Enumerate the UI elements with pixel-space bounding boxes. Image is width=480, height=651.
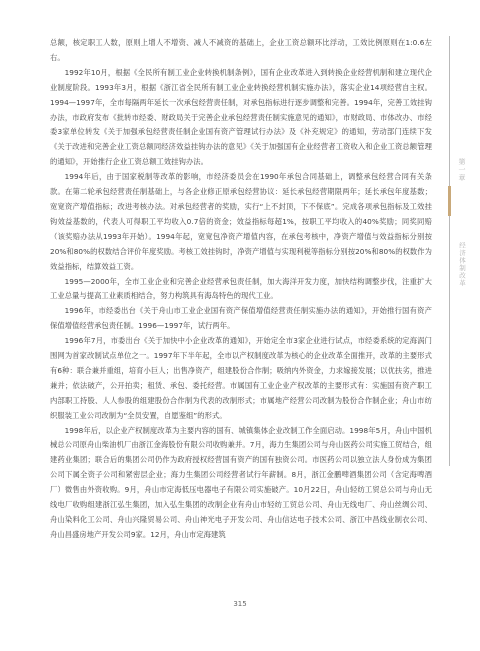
document-body xyxy=(50,36,432,543)
paragraph-4: 1995—2000年，全市工业企业和完善企业经营承包责任制，加大海洋开发力度，加快结构调整步伐，注重扩大工业总量与提高工业素质相结合，努力构筑具有海岛特色的现代工业。 xyxy=(50,276,432,301)
paragraph-3: 1994年后，由于国家税制等改革的影响，市经济委员会在1990年承包合同基础上，调整承包经营合同有关条款。在第二轮承包经营责任制基础上，与各企业修正原承包经营协议：延长承包经营期限两年；延长承包年度基数；宽宽资产增值指标；改进考核办法。对承包经营者的奖励，实行“上不封顶，下不保底”。完成各项承包指标及工效挂钩效益基数的，代表人可得职工平均收入0.7倍的资金；效益指标每超1%，按职工平均收入的40%奖励；同奖同赔（该奖赔办法从1993年开始）。1994年起，宽宽包净资产增值内容，在承包考核中，净资产增值与效益指标分别按20%和80%的权数结合评价年度奖励。考核工效挂钩时，净资产增值与实现利税等指标分别按20%和80%的权数作为效益指标，结算效益工资。 xyxy=(50,172,432,271)
sidebar-section-label: 经济体制改革 xyxy=(458,242,466,287)
page-number: 315 xyxy=(233,600,247,608)
paragraph-5: 1996年，市经委出台《关于舟山市工业企业国有资产保值增值经营责任制实施办法的通知》，开始推行国有资产保值增值经营承包责任制。1996—1997年，试行两年。 xyxy=(50,306,432,331)
sidebar-chapter-label: 第一章 xyxy=(458,158,466,182)
paragraph-1: 总额，核定职工人数，原则上增人不增资、减人不减资的基础上，企业工资总额环比浮动，工效比例原则在1:0.6左右。 xyxy=(50,38,432,62)
paragraph-6: 1996年7月，市委出台《关于加快中小企业改革的通知》，开始定全市3家企业进行试点，市经委系统的定海涡门围网为首家改制试点单位之一。1997年下半年起，全市以产权制度改革为核心的企业改革全面推开，改革的主要形式有6种：联合兼并重组，培育小巨人；出售净资产，组建股份合作制；吸纳内外资金，力求嫁接发展；以优扶劣，推进兼并；依法破产，公开拍卖；租赁、承包、委托经营。市属国有工业企业产权改革的主要形式有：实施国有资产职工内部职工持股、人人参股的组建股份合作制为代表的改制形式；市属地产经营公司改制为股份合作制企业；舟山市纺织服装工业公司改制为“全员安置，自愿鉴组”的形式。 xyxy=(50,336,432,420)
paragraph-2: 1992年10月，根据《全民所有制工业企业转换机制条例》，国有企业改革进入到转换企业经营机制和建立现代企业制度阶段。1993年3月，根据《浙江省全民所有制工业企业转换经营机制实施办法》，落实企业14项经营自主权。1994—1997年，全市每隔两年延长一次承包经营责任制，对承包指标进行逐步调整和完善。1994年，完善工效挂钩办法，市政府发布《批转市经委、财政局关于完善企业承包经营责任制实施意见的通知》，市财政局、市体改办、市经委3家单位转发《关于加强承包经营责任制企业国有资产管理试行办法》及《补充规定》的通知，劳动部门连续下发《关于改进和完善企业工资总额同经济效益挂钩办法的意见》《关于加强国有企业经营者工资收入和企业工资总额管理的通知》，开始推行企业工资总额工效挂钩办法。 xyxy=(50,67,432,167)
sidebar-divider xyxy=(449,36,450,466)
sidebar-accent-mark xyxy=(448,186,451,216)
paragraph-7: 1998年后，以企业产权制度改革为主要内容的国有、城镇集体企业改制工作全面启动。1998年5月，舟山中国机械总公司原舟山柴油机厂由浙江金海股份有限公司收购兼并。7月，海力生集团公司与舟山医药公司实施工贸结合，组建药业集团；联合后的集团公司仍作为政府授权经营国有资产的国有独资公司。市医药公司以独立法人身份成为集团公司下属全资子公司和紧密层企业；海力生集团公司经营者试行年薪制。8月，浙江金鹏啤酒集团公司（含定海啤酒厂）微售由外资收购。9月，舟山市定海低压电器电子有限公司实施破产。10月22日，舟山轻纺工贸总公司与舟山无线电厂收购组建浙江弘生集团，加入弘生集团的改制企业有舟山市轻纺工贸总公司、舟山无线电厂、舟山丝绸公司、舟山染料化工公司、舟山兴隆贸易公司、舟山神光电子开发公司、舟山信达电子技术公司、浙江中昌线业制衣公司、舟山昌盛房地产开发公司9家。12月，舟山市定海建筑 xyxy=(50,425,432,539)
